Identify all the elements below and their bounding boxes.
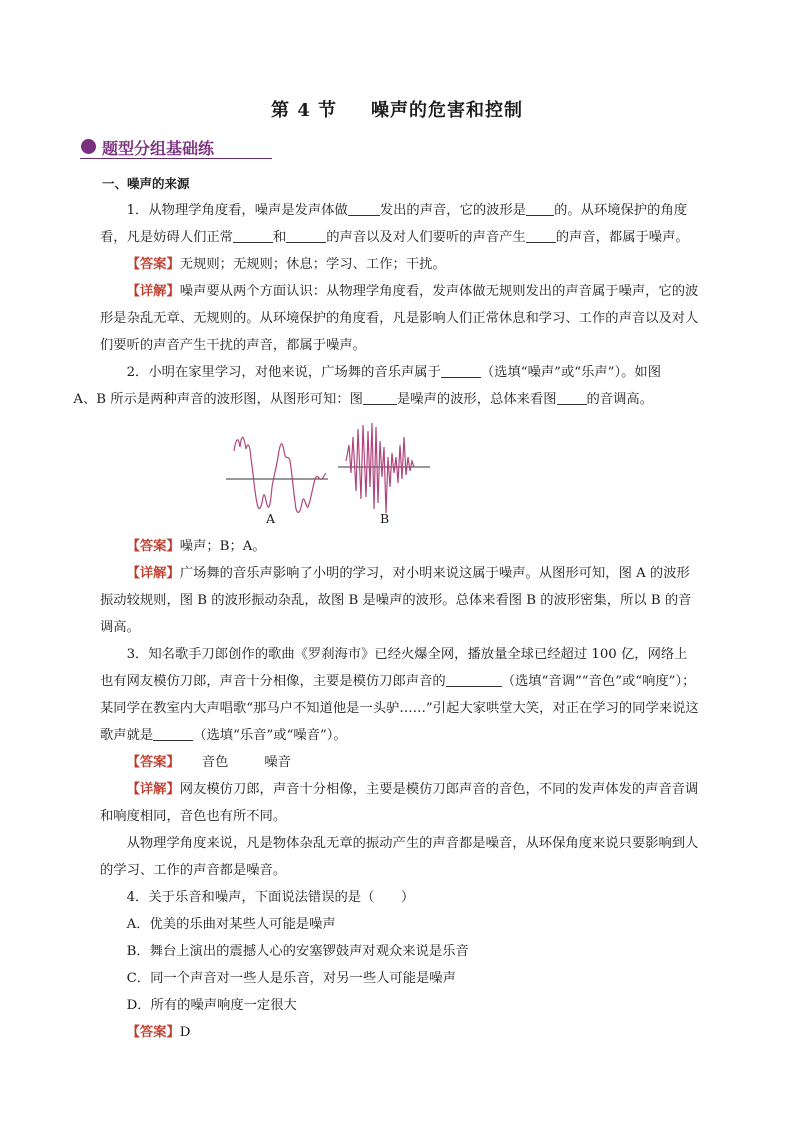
answer-text-2: 噪音 bbox=[264, 755, 291, 770]
section-banner bbox=[80, 136, 272, 159]
detail-tag: 【详解】 bbox=[126, 284, 180, 299]
answer-tag: 【答案】 bbox=[126, 1025, 180, 1040]
blank bbox=[557, 390, 587, 405]
detail-text-1: 网友模仿刀郎，声音十分相像，主要是模仿刀郎声音的音色，不同的发声体发的声音音调和响度相同，音色也有所不同。 bbox=[100, 782, 699, 824]
blank bbox=[363, 390, 397, 405]
q1-text-6: 的声音以及对人们要听的声音产生 bbox=[326, 230, 526, 245]
blank bbox=[286, 228, 326, 243]
question-3 bbox=[100, 641, 700, 749]
q2-text-2: （选填“噪声”或“乐声”）。如图 bbox=[480, 365, 661, 380]
q1-text-5: 和 bbox=[272, 230, 287, 245]
q2-answer bbox=[100, 533, 700, 560]
title-section: 第 4 节 bbox=[270, 100, 338, 121]
detail-tag: 【详解】 bbox=[126, 566, 180, 581]
content bbox=[73, 170, 700, 1046]
q1-text-7: 的声音，都属于噪声。 bbox=[555, 230, 689, 245]
q3-detail bbox=[100, 776, 700, 830]
wave-b bbox=[346, 423, 414, 513]
question-4: 4．关于乐音和噪声，下面说法错误的是（ ） bbox=[126, 890, 415, 905]
blank bbox=[348, 201, 380, 216]
answer-text-1: 音色 bbox=[201, 755, 229, 770]
q3-answer bbox=[100, 749, 700, 776]
waveform-figure bbox=[100, 417, 700, 529]
heading-noise-source: 一、噪声的来源 bbox=[102, 176, 190, 191]
figure-b-label: B bbox=[380, 511, 390, 526]
q2-text-3: A、B 所示是两种声音的波形图，从图形可知：图 bbox=[73, 392, 363, 407]
option-a: A．优美的乐曲对某些人可能是噪声 bbox=[126, 917, 336, 932]
blank bbox=[153, 726, 193, 741]
figure-a-label: A bbox=[266, 511, 276, 526]
blank bbox=[526, 201, 554, 216]
blank bbox=[233, 228, 273, 243]
q3-detail-2: 从物理学角度来说，凡是物体杂乱无章的振动产生的声音都是噪音，从环保角度来说只要影响到人的学习、工作的声音都是噪音。 bbox=[100, 836, 699, 878]
q1-answer bbox=[100, 251, 700, 278]
title-name: 噪声的危害和控制 bbox=[371, 100, 524, 121]
option-b: B．舞台上演出的震撼人心的安塞锣鼓声对观众来说是乐音 bbox=[126, 944, 469, 959]
detail-text: 广场舞的音乐声影响了小明的学习，对小明来说这属于噪声。从图形可知，图 A 的波形振动较规则，图 B 的波形振动杂乱，故图 B 是噪声的波形。总体来看图 B 的波形密集，所以 B 的音调高。 bbox=[100, 566, 692, 635]
section-banner-label: 题型分组基础练 bbox=[102, 139, 215, 158]
answer-tag: 【答案】 bbox=[126, 539, 180, 554]
q1-text-3: 的。从环境保护的角度 bbox=[554, 203, 688, 218]
answer-tag: 【答案】 bbox=[126, 755, 180, 770]
q3-text-1: 3．知名歌手刀郎创作的歌曲《罗刹海市》已经火爆全网，播放量全球已经超过 100 亿，网络上也有网友模仿刀郎，声音十分相像，主要是模仿刀郎声音的 bbox=[100, 647, 688, 689]
blank bbox=[526, 228, 556, 243]
option-c: C．同一个声音对一些人是乐音，对另一些人可能是噪声 bbox=[126, 971, 456, 986]
q2-text-5: 的音调高。 bbox=[586, 392, 653, 407]
q2-text-4: 是噪声的波形，总体来看图 bbox=[396, 392, 557, 407]
q3-text-2: （选填“音调”“音色”或“响度”）；某同学在教室内大声唱歌“那马户不知道他是一头驴……”引起大家哄堂大笑，对正在学习的同学来说这歌声就是 bbox=[100, 674, 699, 743]
waveform-svg bbox=[100, 417, 700, 529]
q4-answer bbox=[100, 1019, 700, 1046]
answer-tag: 【答案】 bbox=[126, 257, 180, 272]
q1-detail bbox=[100, 278, 700, 359]
q1-text-2: 发出的声音，它的波形是 bbox=[379, 203, 527, 218]
q2-text-1: 2．小明在家里学习，对他来说，广场舞的音乐声属于 bbox=[126, 365, 441, 380]
q1-text-4: 看，凡是妨碍人们正常 bbox=[100, 230, 233, 245]
q3-text-3: （选填“乐音”或“噪音”）。 bbox=[193, 728, 347, 743]
circle-bullet-icon bbox=[81, 139, 96, 154]
blank bbox=[441, 363, 481, 378]
blank bbox=[446, 672, 502, 687]
option-d: D．所有的噪声响度一定很大 bbox=[126, 998, 297, 1013]
answer-text: D bbox=[179, 1025, 191, 1040]
detail-tag: 【详解】 bbox=[126, 782, 180, 797]
answer-text: 噪声；B；A。 bbox=[179, 539, 266, 554]
q1-text-1: 1．从物理学角度看，噪声是发声体做 bbox=[126, 203, 348, 218]
q2-detail bbox=[100, 560, 700, 641]
wave-a bbox=[234, 437, 326, 512]
detail-text: 噪声要从两个方面认识：从物理学角度看，发声体做无规则发出的声音属于噪声，它的波形是杂乱无章、无规则的。从环境保护的角度看，凡是影响人们正常休息和学习、工作的声音以及对人们要听的声音产生干扰的声音，都属于噪声。 bbox=[100, 284, 699, 353]
question-2 bbox=[73, 359, 700, 413]
question-1 bbox=[100, 197, 700, 251]
answer-text: 无规则；无规则；休息；学习、工作；干扰。 bbox=[179, 257, 446, 272]
page-title bbox=[0, 96, 794, 122]
